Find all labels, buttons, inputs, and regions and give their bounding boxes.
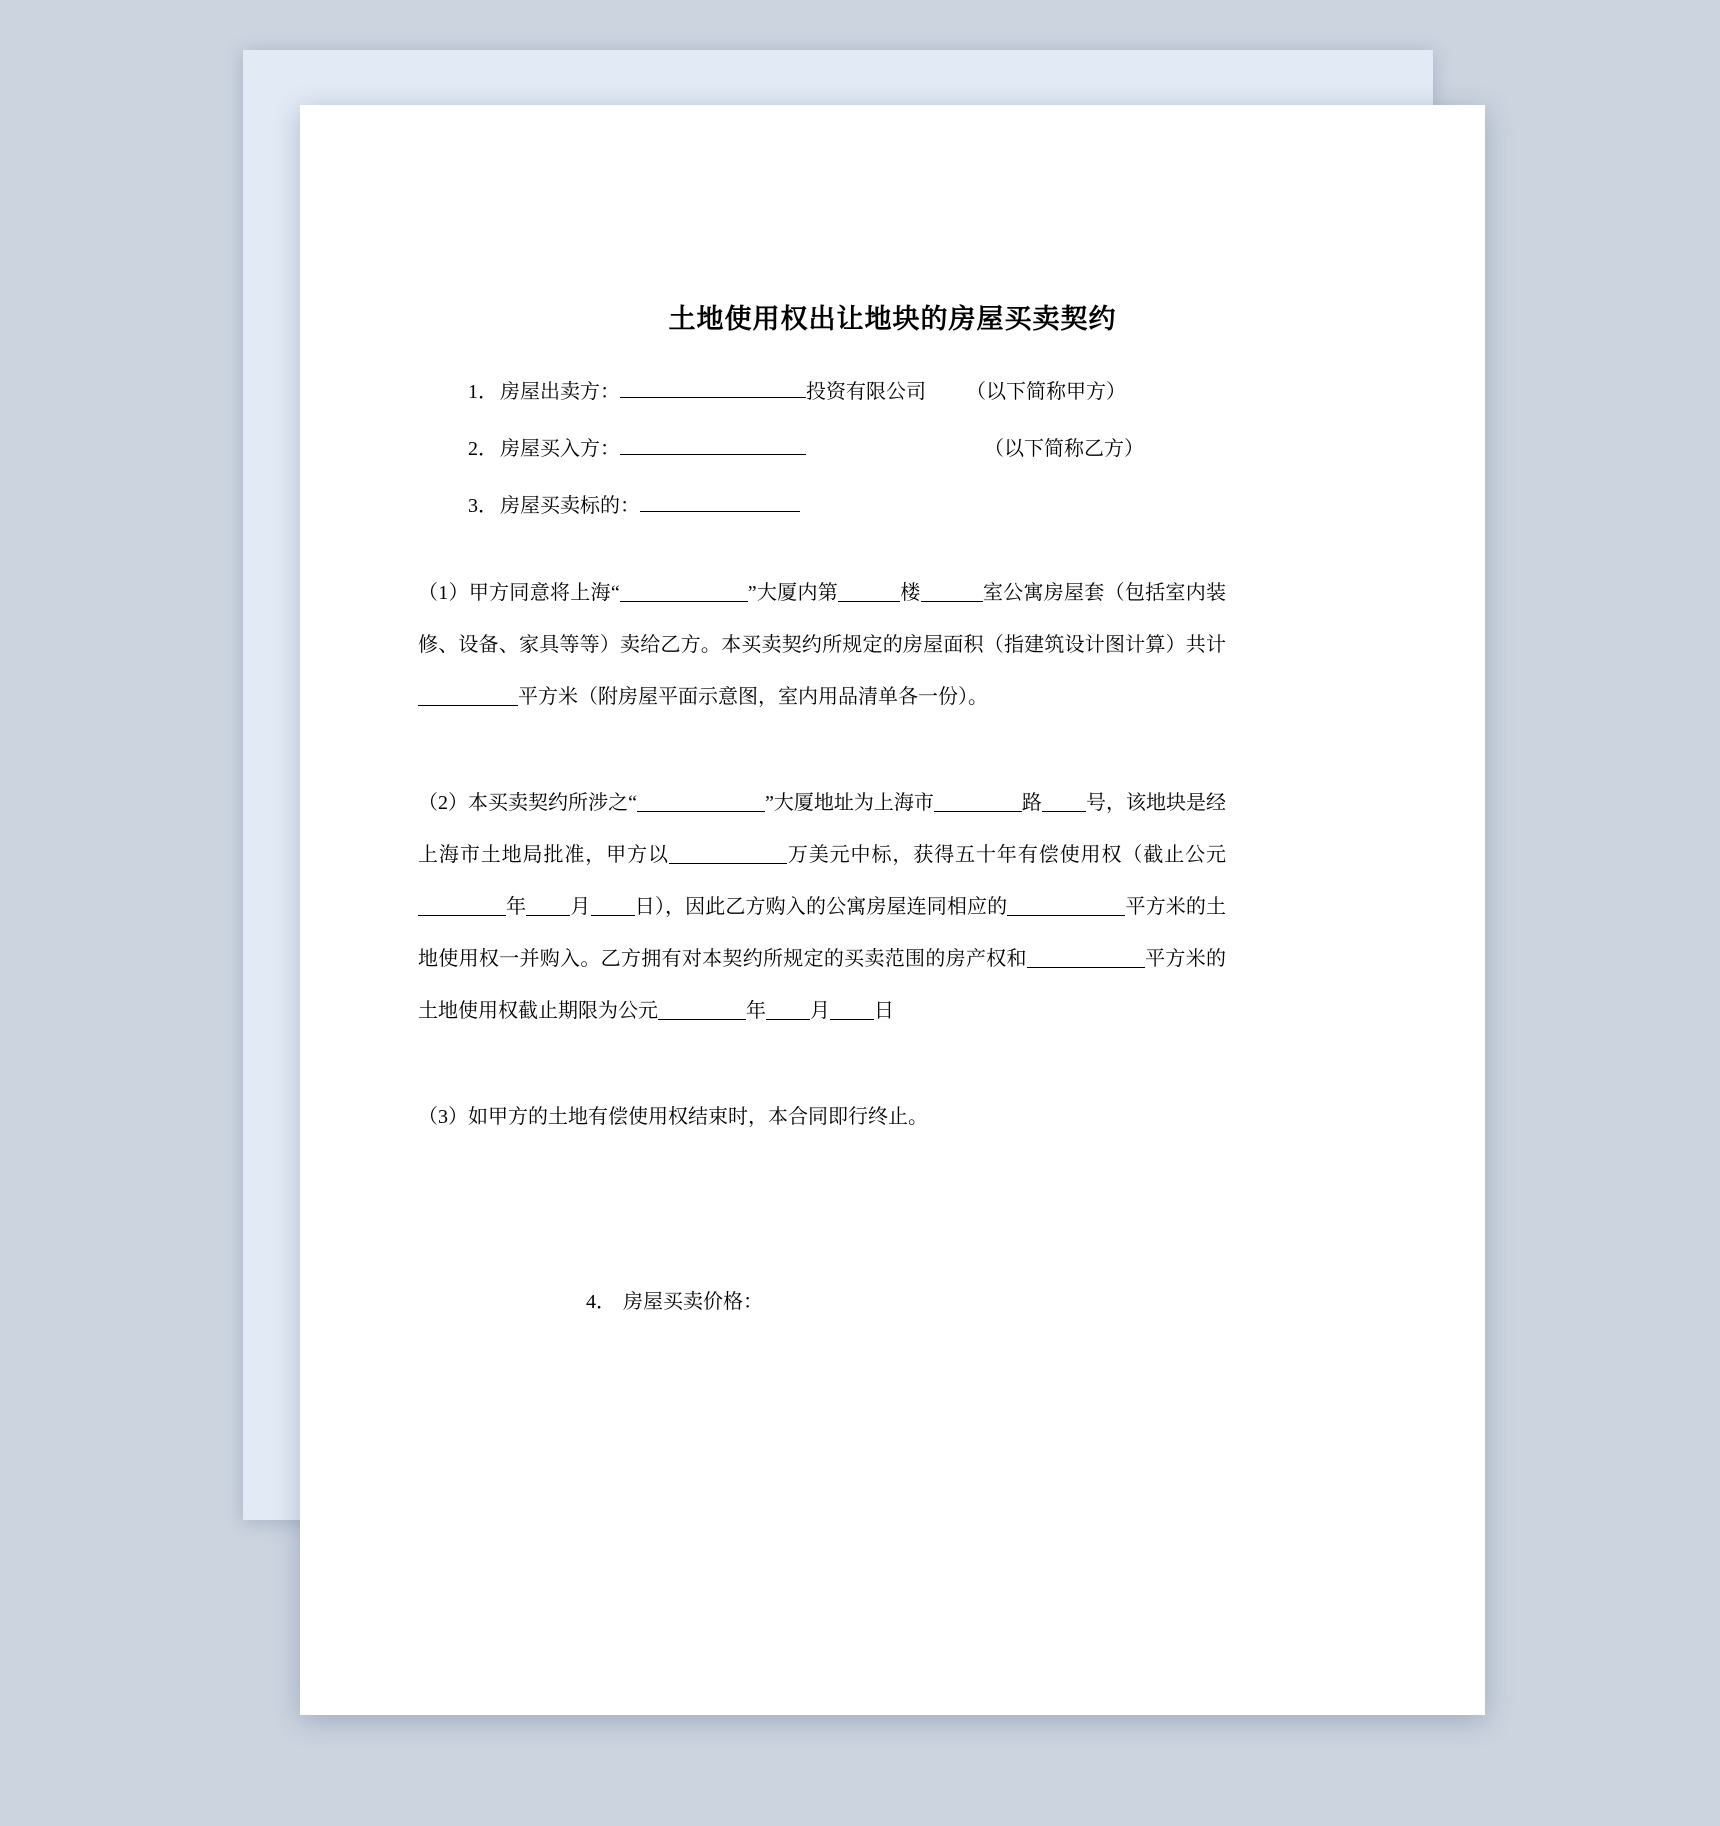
clause-number: 2． (468, 438, 498, 460)
fill-in-blank[interactable] (418, 896, 506, 916)
fill-in-blank[interactable] (830, 1000, 874, 1020)
paragraph-3 (418, 1091, 1226, 1143)
fill-in-blank[interactable] (1027, 948, 1145, 968)
fill-in-blank[interactable] (620, 582, 748, 602)
paragraph-text: （3）如甲方的土地有偿使用权结束时，本合同即行终止。 (418, 1106, 928, 1128)
paragraph-1 (418, 567, 1226, 723)
clause-suffix: 投资有限公司 (806, 381, 926, 403)
paragraph-text: 平方米的土地使用权一并购入。乙方拥有对本契约所规定的买卖范围的房产权和 (418, 896, 1227, 970)
fill-in-blank[interactable] (620, 377, 806, 398)
clause-item-1 (300, 377, 1485, 402)
paragraph-text: ”大厦内第 (747, 582, 839, 604)
fill-in-blank[interactable] (1007, 896, 1125, 916)
clause-label: 房屋买入方： (500, 438, 620, 460)
fill-in-blank[interactable] (591, 896, 635, 916)
fill-in-blank[interactable] (637, 792, 765, 812)
paragraph-text: ”大厦地址为上海市 (764, 792, 934, 814)
fill-in-blank[interactable] (766, 1000, 810, 1020)
clause-item-4 (586, 1285, 763, 1314)
paragraph-text: （2）本买卖契约所涉之“ (418, 792, 637, 814)
paragraph-list (418, 567, 1226, 1197)
paragraph-text: 年 (746, 1000, 766, 1022)
paragraph-text: 万美元中标，获得五十年有偿使用权（截止公元 (786, 844, 1227, 866)
document-title: 土地使用权出让地块的房屋买卖契约 (668, 304, 1117, 335)
fill-in-blank[interactable] (1042, 792, 1086, 812)
paragraph-text: 日 (874, 1000, 894, 1022)
clause-note: （以下简称乙方） (984, 438, 1144, 460)
fill-in-blank[interactable] (838, 582, 900, 602)
paragraph-text: 号，该地块是经上海市土地局批准，甲方以 (418, 792, 1226, 866)
fill-in-blank[interactable] (921, 582, 983, 602)
paragraph-text: （1）甲方同意将上海“ (418, 582, 620, 604)
fill-in-blank[interactable] (418, 686, 518, 706)
clause-label: 房屋买卖标的： (500, 495, 640, 517)
paragraph-text: 路 (1021, 792, 1042, 814)
fill-in-blank[interactable] (526, 896, 570, 916)
clause-item-3 (300, 491, 1485, 516)
numbered-clause-list (300, 377, 1485, 548)
paragraph-text: 月 (810, 1000, 830, 1022)
clause-label: 房屋买卖价格： (623, 1291, 763, 1313)
clause-number: 3． (468, 495, 498, 517)
clause-item-2 (300, 434, 1485, 459)
clause-number: 1． (468, 381, 498, 403)
paragraph-text: 室公寓房屋套（包括室内装修、设备、家具等等）卖给乙方。本买卖契约所规定的房屋面积（指建筑设计图计算）共计 (418, 582, 1226, 656)
fill-in-blank[interactable] (669, 844, 787, 864)
fill-in-blank[interactable] (658, 1000, 746, 1020)
fill-in-blank[interactable] (620, 434, 806, 455)
paragraph-text: 月 (570, 896, 591, 918)
fill-in-blank[interactable] (640, 491, 800, 512)
paragraph-text: 年 (506, 896, 527, 918)
paragraph-text: 平方米的土地使用权截止期限为公元 (418, 948, 1227, 1022)
paragraph-2 (418, 777, 1226, 1037)
paragraph-text: 平方米（附房屋平面示意图，室内用品清单各一份）。 (518, 686, 988, 708)
clause-label: 房屋出卖方： (500, 381, 620, 403)
paragraph-text: 楼 (900, 582, 921, 604)
paragraph-text: 日），因此乙方购入的公寓房屋连同相应的 (634, 896, 1008, 918)
fill-in-blank[interactable] (934, 792, 1022, 812)
document-sheet (300, 105, 1485, 1715)
document-body (300, 105, 1485, 1715)
clause-note: （以下简称甲方） (966, 381, 1126, 403)
clause-number: 4． (586, 1291, 616, 1313)
